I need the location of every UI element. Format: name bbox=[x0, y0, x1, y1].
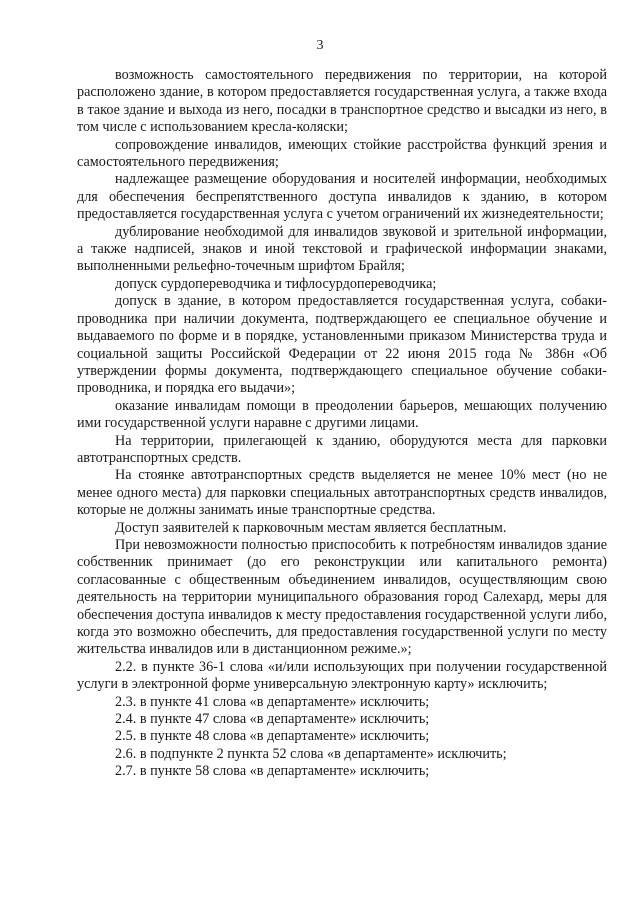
paragraph: 2.2. в пункте 36-1 слова «и/или использующих при получении государственной услуги в электронной форме универсальную электронную карту» исключить; bbox=[77, 658, 607, 693]
paragraph: оказание инвалидам помощи в преодолении барьеров, мешающих получению ими государственной услуги наравне с другими лицами. bbox=[77, 397, 607, 432]
document-body bbox=[77, 67, 607, 781]
paragraph: сопровождение инвалидов, имеющих стойкие расстройства функций зрения и самостоятельного передвижения; bbox=[77, 136, 607, 171]
paragraph: 2.3. в пункте 41 слова «в департаменте» исключить; bbox=[115, 693, 430, 710]
paragraph: допуск в здание, в котором предоставляется государственная услуга, собаки-проводника при наличии документа, подтверждающего ее специальное обучение и выдаваемого по форме и в порядке, установленными приказом Министерства труда и социальной защиты Российской Федерации от 22 июня 2015 года № 386н «Об утверждении формы документа, подтверждающего специальное обучение собаки-проводника, и порядка его выдачи»; bbox=[77, 293, 607, 397]
paragraph: возможность самостоятельного передвижения по территории, на которой расположено здание, в котором предоставляется государственная услуга, а также входа в такое здание и выхода из него, посадки в транспортное средство и высадки из него, в том числе с использованием кресла-коляски; bbox=[77, 67, 607, 136]
paragraph: надлежащее размещение оборудования и носителей информации, необходимых для обеспечения беспрепятственного доступа инвалидов к зданию, в котором предоставляется государственная услуга с учетом ограничений их жизнедеятельности; bbox=[77, 171, 607, 223]
paragraph: дублирование необходимой для инвалидов звуковой и зрительной информации, а также надписей, знаков и иной текстовой и графической информации знаками, выполненными рельефно-точечным шрифтом Брайля; bbox=[77, 223, 607, 275]
paragraph: 2.5. в пункте 48 слова «в департаменте» исключить; bbox=[115, 728, 430, 745]
paragraph: На территории, прилегающей к зданию, оборудуются места для парковки автотранспортных средств. bbox=[77, 432, 607, 466]
paragraph: 2.4. в пункте 47 слова «в департаменте» исключить; bbox=[115, 711, 430, 728]
paragraph: Доступ заявителей к парковочным местам является бесплатным. bbox=[115, 519, 507, 536]
paragraph: При невозможности полностью приспособить к потребностям инвалидов здание собственник принимает (до его реконструкции или капитального ремонта) согласованные с общественным объединением инвалидов, осуществляющим свою деятельность на территории муниципального образования город Салехард, меры для обеспечения доступа инвалидов к месту предоставления государственной услуги либо, когда это возможно обеспечить, для предоставления государственной услуги по месту жительства инвалидов или в дистанционном режиме.»; bbox=[77, 536, 607, 658]
paragraph: допуск сурдопереводчика и тифлосурдопереводчика; bbox=[115, 275, 437, 292]
paragraph: На стоянке автотранспортных средств выделяется не менее 10% мест (но не менее одного места) для парковки специальных автотранспортных средств инвалидов, которые не должны занимать иные транспортные средства. bbox=[77, 467, 607, 519]
page-number: 3 bbox=[316, 38, 324, 53]
paragraph: 2.7. в пункте 58 слова «в департаменте» исключить; bbox=[115, 763, 430, 780]
paragraph: 2.6. в подпункте 2 пункта 52 слова «в департаменте» исключить; bbox=[115, 745, 507, 762]
